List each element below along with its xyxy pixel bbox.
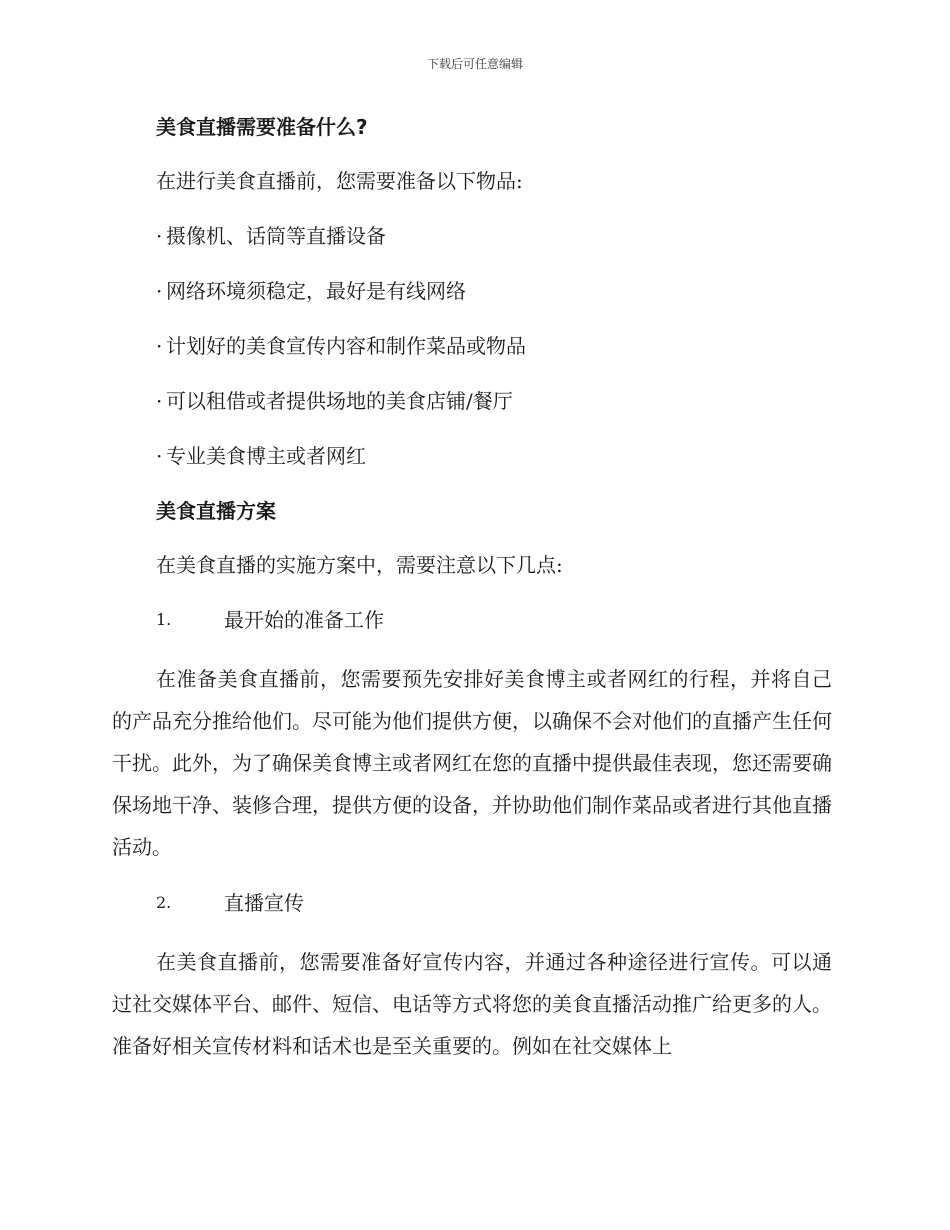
item-label: 直播宣传 [224,891,304,915]
item-number: 1. [156,610,172,629]
item-number: 2. [156,893,172,912]
bullet-item [156,384,832,418]
section-title-plan: 美食直播方案 [156,499,276,523]
prep-intro: 在进行美食直播前，您需要准备以下物品: [156,169,523,193]
section-title-prep: 美食直播需要准备什么? [156,115,368,139]
numbered-item-1 [156,603,832,637]
bullet-dot-icon: · [156,444,163,468]
bullet-text: 摄像机、话筒等直播设备 [166,224,386,248]
bullet-dot-icon: · [156,389,163,413]
bullet-item [156,329,832,363]
header-note: 下载后可任意编辑 [426,57,523,71]
bullet-text: 可以租借或者提供场地的美食店铺/餐厅 [166,389,513,413]
plan-intro: 在美食直播的实施方案中，需要注意以下几点: [156,553,563,577]
item-body-2: 在美食直播前，您需要准备好宣传内容，并通过各种途径进行宣传。可以通过社交媒体平台、邮件、短信、电话等方式将您的美食直播活动推广给更多的人。准备好相关宣传材料和话术也是至关重要的。例如在社交媒体上 [112,950,832,1058]
bullet-text: 网络环境须稳定，最好是有线网络 [166,279,466,303]
bullet-dot-icon: · [156,224,163,248]
item-label: 最开始的准备工作 [224,608,384,632]
bullet-item [156,274,832,308]
bullet-text: 计划好的美食宣传内容和制作菜品或物品 [166,334,526,358]
numbered-item-2 [156,886,832,920]
bullet-item [156,219,832,253]
document-body [112,110,832,1079]
item-body-1: 在准备美食直播前，您需要预先安排好美食博主或者网红的行程，并将自己的产品充分推给他们。尽可能为他们提供方便，以确保不会对他们的直播产生任何干扰。此外，为了确保美食博主或者网红在您的直播中提供最佳表现，您还需要确保场地干净、装修合理，提供方便的设备，并协助他们制作菜品或者进行其他直播活动。 [112,667,832,859]
bullet-text: 专业美食博主或者网红 [166,444,366,468]
bullet-dot-icon: · [156,279,163,303]
bullet-dot-icon: · [156,334,163,358]
bullet-item [156,439,832,473]
